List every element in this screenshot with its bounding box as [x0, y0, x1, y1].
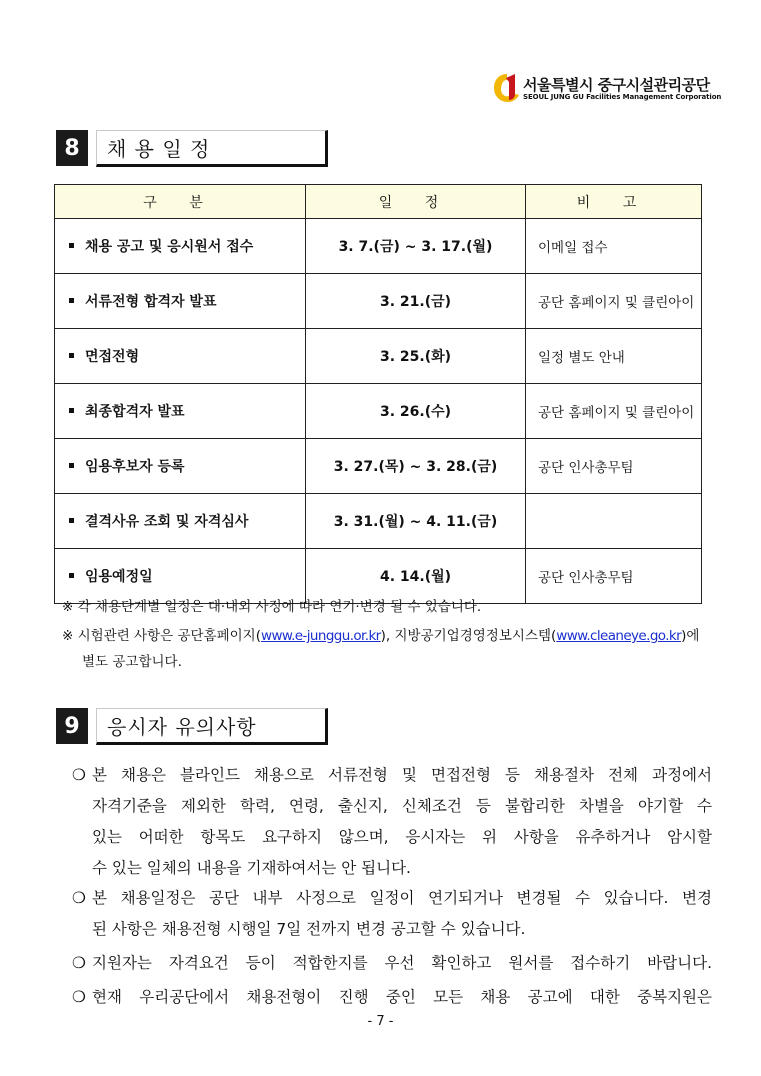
table-row [55, 439, 702, 494]
schedule-note-2: ※ 시험관련 사항은 공단홈페이지(www.e-junggu.or.kr), 지방공기업경영정보시스템(www.cleaneye.go.kr)에 [62, 628, 700, 644]
table-row [55, 219, 702, 274]
page-number: - 7 - [367, 1014, 394, 1029]
row-note: 공단 인사총무팀 [526, 549, 702, 604]
table-header-row [55, 185, 702, 219]
header-remarks: 비 고 [526, 185, 702, 219]
logo-name-english: SEOUL JUNG GU Facilities Management Corporation [523, 93, 722, 101]
table-row [55, 274, 702, 329]
section-number: 9 [56, 708, 88, 744]
caution-item [72, 948, 712, 979]
caution-line: 수 있는 일체의 내용을 기재하여서는 안 됩니다. [92, 859, 411, 877]
caution-line: 있는 어떠한 항목도 요구하지 않으며, 응시자는 위 사항을 유추하거나 암시할 [92, 828, 712, 846]
square-bullet-icon [69, 353, 74, 358]
homepage-link[interactable]: www.e-junggu.or.kr [261, 628, 381, 644]
square-bullet-icon [69, 573, 74, 578]
caution-item [72, 982, 712, 1013]
table-row [55, 494, 702, 549]
row-date: 3. 21.(금) [306, 274, 526, 329]
circle-bullet-icon: ❍ [72, 766, 86, 784]
schedule-table [54, 184, 702, 604]
header-date: 일 정 [306, 185, 526, 219]
row-item: 서류전형 합격자 발표 [55, 274, 306, 329]
caution-item [72, 760, 712, 884]
square-bullet-icon [69, 408, 74, 413]
caution-line: 본 채용은 블라인드 채용으로 서류전형 및 면접전형 등 채용절차 전체 과정에서 [92, 766, 712, 784]
schedule-note-1: ※ 각 채용단계별 일정은 대·내외 사정에 따라 연기·변경 될 수 있습니다. [62, 599, 482, 615]
row-item: 면접전형 [55, 329, 306, 384]
row-date: 3. 25.(화) [306, 329, 526, 384]
row-item: 임용후보자 등록 [55, 439, 306, 494]
company-logo [493, 72, 723, 108]
caution-item [72, 883, 712, 945]
circle-bullet-icon: ❍ [72, 889, 86, 907]
row-date: 3. 31.(월) ~ 4. 11.(금) [306, 494, 526, 549]
caution-line: 현재 우리공단에서 채용전형이 진행 중인 모든 채용 공고에 대한 중복지원은 [92, 988, 712, 1006]
row-note: 일정 별도 안내 [526, 329, 702, 384]
row-item: 채용 공고 및 응시원서 접수 [55, 219, 306, 274]
row-date: 4. 14.(월) [306, 549, 526, 604]
row-item: 임용예정일 [55, 549, 306, 604]
row-note: 이메일 접수 [526, 219, 702, 274]
section-number: 8 [56, 130, 88, 166]
section-title: 채 용 일 정 [96, 130, 328, 167]
row-date: 3. 26.(수) [306, 384, 526, 439]
row-note: 공단 홈페이지 및 클린아이 [526, 274, 702, 329]
header-category: 구 분 [55, 185, 306, 219]
square-bullet-icon [69, 298, 74, 303]
square-bullet-icon [69, 243, 74, 248]
circle-bullet-icon: ❍ [72, 954, 86, 972]
caution-line: 지원자는 자격요건 등이 적합한지를 우선 확인하고 원서를 접수하기 바랍니다. [92, 954, 712, 972]
row-item: 결격사유 조회 및 자격심사 [55, 494, 306, 549]
caution-line: 본 채용일정은 공단 내부 사정으로 일정이 연기되거나 변경될 수 있습니다. 변경 [92, 889, 712, 907]
row-date: 3. 7.(금) ~ 3. 17.(월) [306, 219, 526, 274]
table-row [55, 384, 702, 439]
square-bullet-icon [69, 518, 74, 523]
row-note: 공단 홈페이지 및 클린아이 [526, 384, 702, 439]
square-bullet-icon [69, 463, 74, 468]
logo-mark-icon [493, 72, 521, 104]
logo-name-korean: 서울특별시 중구시설관리공단 [523, 76, 710, 94]
row-note [526, 494, 702, 549]
caution-line: 된 사항은 채용전형 시행일 7일 전까지 변경 공고할 수 있습니다. [92, 920, 526, 938]
caution-line: 자격기준을 제외한 학력, 연령, 출신지, 신체조건 등 불합리한 차별을 야기할 수 [92, 797, 712, 815]
row-item: 최종합격자 발표 [55, 384, 306, 439]
schedule-note-2-continued: 별도 공고합니다. [82, 654, 182, 670]
table-row [55, 329, 702, 384]
circle-bullet-icon: ❍ [72, 988, 86, 1006]
section-title: 응시자 유의사항 [96, 708, 328, 745]
row-note: 공단 인사총무팀 [526, 439, 702, 494]
cleaneye-link[interactable]: www.cleaneye.go.kr [556, 628, 682, 644]
row-date: 3. 27.(목) ~ 3. 28.(금) [306, 439, 526, 494]
